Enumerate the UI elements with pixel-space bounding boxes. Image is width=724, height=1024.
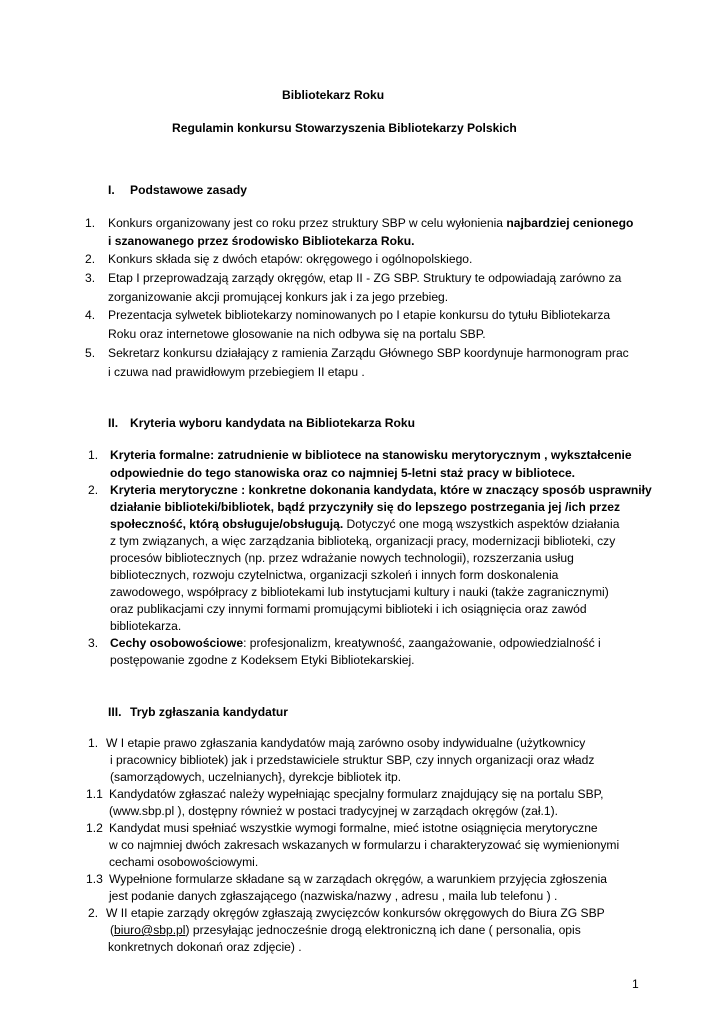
list-item-text: i szanowanego przez środowisko Bibliotekarza Roku. <box>108 234 415 248</box>
list-item-text: i pracownicy bibliotek) jak i przedstawiciele struktur SBP, czy innych organizacji oraz władz <box>110 753 595 767</box>
list-number: 1. <box>88 448 99 462</box>
list-item-text: Roku oraz internetowe glosowanie na nich odbywa się na portalu SBP. <box>108 327 486 341</box>
list-item-text: Prezentacja sylwetek bibliotekarzy nominowanych po I etapie konkursu do tytułu Bibliotekarza <box>108 308 611 322</box>
list-item-text: społeczność, którą obsługuje/obsługują. Dotyczyć one mogą wszystkich aspektów działania <box>110 517 620 531</box>
list-item-text: (biuro@sbp.pl) przesyłając jednocześnie drogą elektroniczną ich dane ( personalia, opis <box>110 923 581 937</box>
list-item-text: cechami osobowościowymi. <box>109 855 259 869</box>
list-item-text: Kryteria formalne: zatrudnienie w bibliotece na stanowisku merytorycznym , wykształcenie <box>110 448 632 462</box>
list-item-text: zorganizowanie akcji promującej konkurs jak i za jego przebieg. <box>108 290 449 304</box>
list-item-text: Konkurs składa się z dwóch etapów: okręgowego i ogólnopolskiego. <box>108 252 473 266</box>
document-title: Bibliotekarz Roku <box>282 88 385 102</box>
list-item-text: Wypełnione formularze składane są w zarządach okręgów, a warunkiem przyjęcia zgłoszenia <box>109 872 607 886</box>
section-1-numeral: I. <box>108 183 115 197</box>
list-item-text: i czuwa nad prawidłowym przebiegiem II etapu . <box>108 365 365 379</box>
list-item-text: działanie biblioteki/bibliotek, bądź przyczyniły się do lepszego postrzegania jej /ich przez <box>110 500 621 514</box>
list-number: 1. <box>88 736 99 750</box>
list-item-text: Kandydat musi spełniać wszystkie wymogi formalne, mieć istotne osiągnięcia merytoryczne <box>109 821 598 835</box>
section-3-numeral: III. <box>108 705 122 719</box>
list-item-text: z tym związanych, a więc zarządzania biblioteką, organizacji pracy, modernizacji biblioteki, czy <box>110 534 616 548</box>
list-item-text: bibliotecznych, rozwoju czytelnictwa, organizacji szkoleń i innych form doskonalenia <box>110 568 559 582</box>
section-1-heading <box>108 181 247 199</box>
list-item-text: Kandydatów zgłaszać należy wypełniając specjalny formularz znajdujący się na portalu SBP, <box>109 787 604 801</box>
list-item-text: odpowiednie do tego stanowiska oraz co najmniej 5-letni staż pracy w bibliotece. <box>110 466 576 480</box>
list-item-text: procesów bibliotecznych (np. przez wdrażanie nowych technologii), rozszerzania usług <box>110 551 574 565</box>
section-2-heading <box>108 414 415 432</box>
email-link[interactable]: biuro@sbp.pl <box>114 923 186 937</box>
list-number: 2. <box>88 906 99 920</box>
list-number: 1. <box>85 216 96 230</box>
list-item-text: (www.sbp.pl ), dostępny również w postaci tradycyjnej w zarządach okręgów (zał.1). <box>109 804 558 818</box>
list-number: 2. <box>88 483 99 497</box>
list-item-text: W I etapie prawo zgłaszania kandydatów mają zarówno osoby indywidualne (użytkownicy <box>106 736 586 750</box>
section-3-heading <box>108 703 288 721</box>
list-number: 2. <box>85 252 96 266</box>
list-item-text: Kryteria merytoryczne : konkretne dokonania kandydata, które w znaczący sposób usprawniły <box>110 483 652 497</box>
list-item-text: Sekretarz konkursu działający z ramienia Zarządu Głównego SBP koordynuje harmonogram prac <box>108 346 629 360</box>
list-item-text: w co najmniej dwóch zakresach wskazanych w formularzu i charakteryzować się wymienionymi <box>109 838 620 852</box>
list-item-text: postępowanie zgodne z Kodeksem Etyki Bibliotekarskiej. <box>110 653 415 667</box>
section-2-title: Kryteria wyboru kandydata na Bibliotekarza Roku <box>130 416 415 430</box>
document-subtitle: Regulamin konkursu Stowarzyszenia Bibliotekarzy Polskich <box>172 121 517 135</box>
list-number: 1.1 <box>86 787 103 801</box>
section-1-title: Podstawowe zasady <box>130 183 247 197</box>
list-number: 5. <box>85 346 96 360</box>
section-3-title: Tryb zgłaszania kandydatur <box>130 705 288 719</box>
list-item-text: Etap I przeprowadzają zarządy okręgów, etap II - ZG SBP. Struktury te odpowiadają zarówno za <box>108 271 622 285</box>
list-item-text: Konkurs organizowany jest co roku przez struktury SBP w celu wyłonienia najbardziej cenionego <box>108 216 634 230</box>
list-item-text: konkretnych dokonań oraz zdjęcie) . <box>108 940 302 954</box>
list-number: 3. <box>88 636 99 650</box>
list-number: 1.2 <box>86 821 103 835</box>
list-item-text: W II etapie zarządy okręgów zgłaszają zwycięzców konkursów okręgowych do Biura ZG SBP <box>106 906 605 920</box>
list-item-text: (samorządowych, uczelnianych}, dyrekcje bibliotek itp. <box>110 770 402 784</box>
list-item-text: zawodowego, współpracy z bibliotekami lub instytucjami kultury i nauki (także zagranicznymi) <box>110 585 609 599</box>
section-2-numeral: II. <box>108 416 119 430</box>
list-item-text: Cechy osobowościowe: profesjonalizm, kreatywność, zaangażowanie, odpowiedzialność i <box>110 636 601 650</box>
list-item-text: oraz publikacjami czy innymi formami promującymi biblioteki i ich osiągnięcia oraz zawód <box>110 602 587 616</box>
list-number: 4. <box>85 308 96 322</box>
list-item-text: jest podanie danych zgłaszającego (nazwiska/nazwy , adresu , maila lub telefonu ) . <box>109 889 558 903</box>
list-number: 3. <box>85 271 96 285</box>
list-item-text: bibliotekarza. <box>110 619 182 633</box>
list-number: 1.3 <box>86 872 103 886</box>
page-number: 1 <box>632 977 639 991</box>
